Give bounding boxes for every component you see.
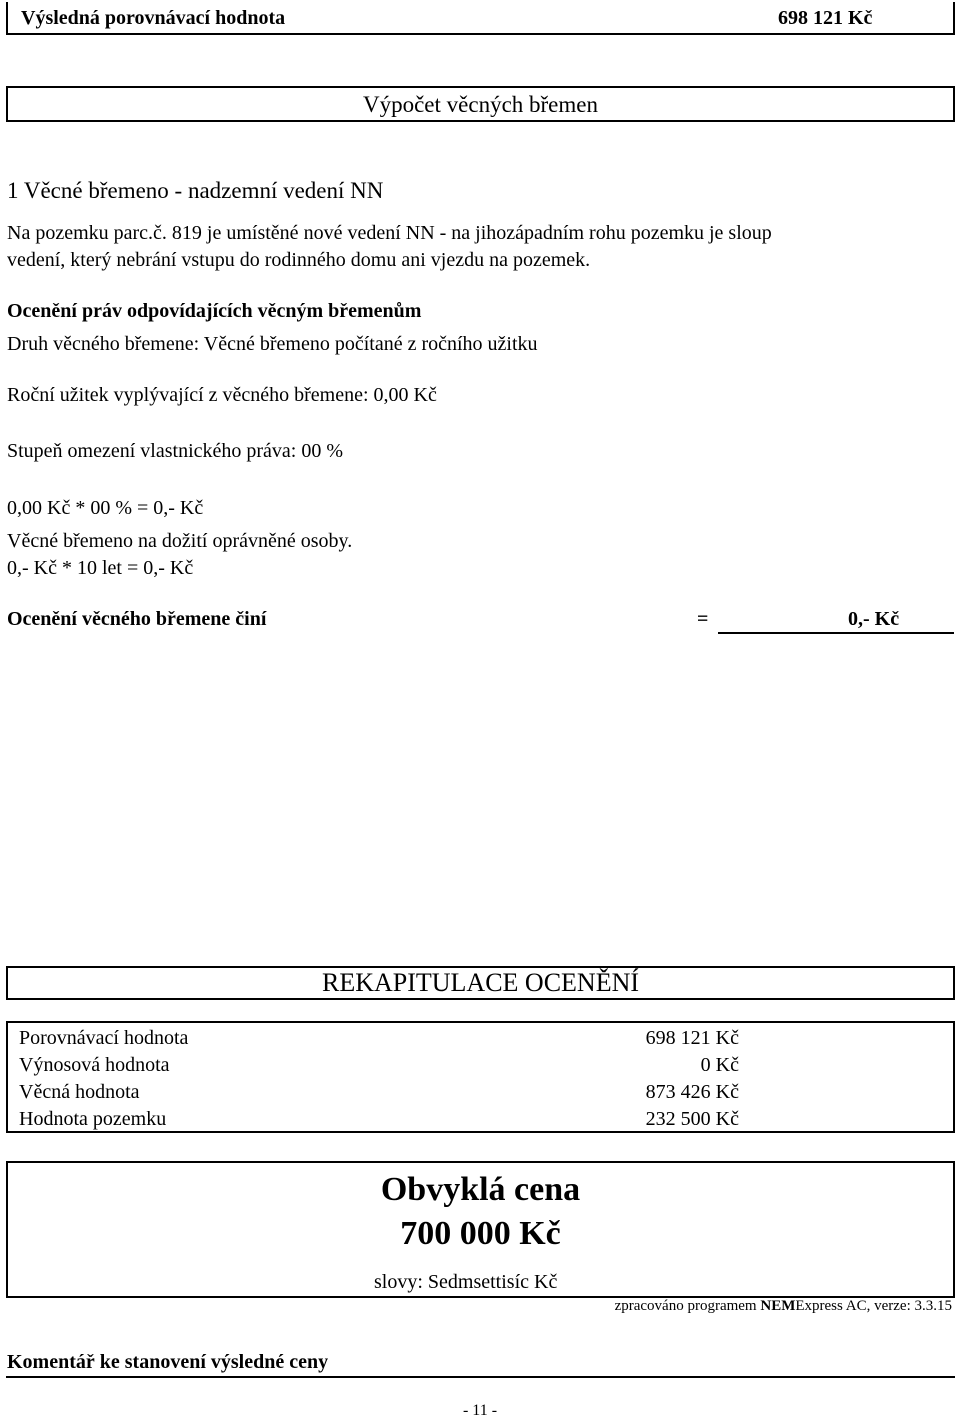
program-name-rest: Express AC, verze: 3.3.15: [795, 1298, 952, 1314]
comment-heading: Komentář ke stanovení výsledné ceny: [7, 1351, 329, 1373]
recap-row-label: Hodnota pozemku: [19, 1108, 167, 1130]
easement-result-equals: =: [697, 608, 709, 630]
calculation-line-2: 0,- Kč * 10 let = 0,- Kč: [7, 557, 194, 579]
recap-row-label: Výnosová hodnota: [19, 1054, 170, 1076]
summary-header-box: [6, 2, 955, 35]
recap-title: REKAPITULACE OCENĚNÍ: [321, 968, 640, 997]
page-number: - 11 -: [462, 1402, 498, 1419]
recap-row-value: 698 121 Kč: [645, 1027, 739, 1049]
section-title: Výpočet věcných břemen: [362, 92, 598, 117]
recap-row-label: Porovnávací hodnota: [19, 1027, 189, 1049]
easement-result-label: Ocenění věcného břemene činí: [7, 608, 267, 630]
recap-title-box: [6, 966, 955, 1000]
comment-underline: [6, 1376, 955, 1378]
recap-row-value: 873 426 Kč: [645, 1081, 739, 1103]
comparative-value-amount: 698 121 Kč: [778, 7, 873, 29]
valuation-heading: Ocenění práv odpovídajících věcným břemenům: [7, 300, 422, 322]
recap-row-label: Věcná hodnota: [19, 1081, 140, 1103]
easement-heading: 1 Věcné břemeno - nadzemní vedení NN: [7, 178, 384, 203]
recap-row-value: 232 500 Kč: [645, 1108, 739, 1130]
program-name-bold: NEM: [760, 1298, 796, 1314]
comparative-value-label: Výsledná porovnávací hodnota: [21, 7, 286, 29]
program-note: [615, 1298, 952, 1315]
easement-description-line-1: Na pozemku parc.č. 819 je umístěné nové vedení NN - na jihozápadním rohu pozemku je sloup: [7, 222, 772, 244]
annual-benefit-line: Roční užitek vyplývající z věcného břemene: 0,00 Kč: [7, 384, 437, 406]
final-price-amount: 700 000 Kč: [400, 1215, 561, 1252]
easement-type-line: Druh věcného břemene: Věcné břemeno počítané z ročního užitku: [7, 333, 538, 355]
final-price-in-words: slovy: Sedmsettisíc Kč: [374, 1271, 558, 1293]
easement-description-line-2: vedení, který nebrání vstupu do rodinného domu ani vjezdu na pozemek.: [7, 249, 591, 271]
lifetime-line: Věcné břemeno na dožití oprávněné osoby.: [7, 530, 353, 552]
calculation-line-1: 0,00 Kč * 00 % = 0,- Kč: [7, 497, 204, 519]
restriction-line: Stupeň omezení vlastnického práva: 00 %: [7, 440, 344, 462]
program-note-prefix: zpracováno programem: [614, 1298, 761, 1314]
section-title-box: [6, 86, 955, 122]
easement-result-underline: [718, 632, 954, 634]
final-price-title: Obvyklá cena: [380, 1171, 581, 1208]
final-price-box: [6, 1161, 955, 1298]
easement-result-value: 0,- Kč: [848, 608, 900, 630]
recap-row-value: 0 Kč: [700, 1054, 739, 1076]
recap-values-box: [6, 1021, 955, 1133]
